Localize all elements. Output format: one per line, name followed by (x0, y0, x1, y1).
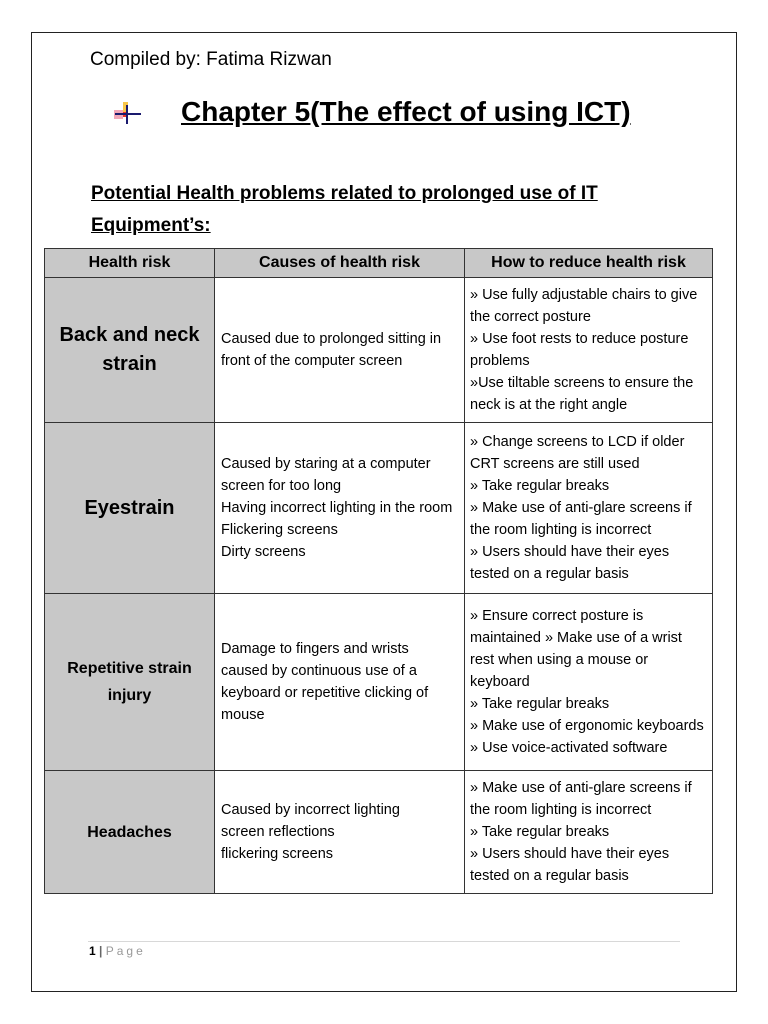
cause-line: flickering screens (221, 846, 334, 862)
reduce-cell (465, 594, 713, 771)
causes-cell (215, 771, 465, 894)
cause-line: Caused by incorrect lighting (221, 802, 400, 818)
reduce-line: » Take regular breaks (470, 824, 610, 840)
reduce-line: » Users should have their eyes tested on a regular basis (470, 544, 670, 582)
reduce-line: » Use fully adjustable chairs to give the correct posture (470, 287, 698, 325)
footer-separator: | (99, 944, 103, 958)
reduce-line: » Make use of ergonomic keyboards » Use voice-activated software (470, 718, 704, 756)
reduce-cell (465, 771, 713, 894)
section-subtitle: Potential Health problems related to prolonged use of IT Equipment’s: (91, 183, 598, 236)
cause-line: Dirty screens (221, 544, 306, 560)
chapter-title: Chapter 5(The effect of using ICT) (181, 96, 631, 127)
reduce-line: » Take regular breaks (470, 478, 610, 494)
reduce-line: » Make use of anti-glare screens if the room lighting is incorrect (470, 780, 692, 818)
risk-cell: Headaches (45, 771, 215, 894)
risk-cell: Repetitive strain injury (45, 594, 215, 771)
cause-line: Having incorrect lighting in the room Flickering screens (221, 500, 453, 538)
compiled-by: Compiled by: Fatima Rizwan (90, 49, 332, 70)
table-row (45, 278, 713, 423)
table-row (45, 423, 713, 594)
table-row (45, 594, 713, 771)
cause-line: screen reflections (221, 824, 335, 840)
cause-line: Caused by staring at a computer screen for too long (221, 456, 431, 494)
column-header: Causes of health risk (215, 249, 465, 278)
causes-cell (215, 423, 465, 594)
risk-cell: Eyestrain (45, 423, 215, 594)
page-label: Page (105, 944, 146, 958)
column-header: Health risk (45, 249, 215, 278)
reduce-line: » Use foot rests to reduce posture problems (470, 331, 689, 369)
risk-cell: Back and neck strain (45, 278, 215, 423)
reduce-cell (465, 278, 713, 423)
page-footer (89, 944, 146, 958)
footer-divider (88, 941, 680, 942)
page-number: 1 (89, 944, 96, 958)
cross-bullet-icon (112, 100, 142, 126)
reduce-line: » Take regular breaks (470, 696, 610, 712)
reduce-line: » Change screens to LCD if older CRT screens are still used (470, 434, 685, 472)
health-risk-table (44, 248, 713, 894)
reduce-line: » Make use of anti-glare screens if the room lighting is incorrect (470, 500, 692, 538)
table-row (45, 771, 713, 894)
column-header: How to reduce health risk (465, 249, 713, 278)
cause-line: Damage to fingers and wrists caused by continuous use of a keyboard or repetitive clicking of mouse (221, 641, 429, 723)
table-header-row (45, 249, 713, 278)
causes-cell (215, 278, 465, 423)
cause-line: Caused due to prolonged sitting in front of the computer screen (221, 331, 442, 369)
reduce-line: »Use tiltable screens to ensure the neck is at the right angle (470, 375, 694, 413)
causes-cell (215, 594, 465, 771)
reduce-cell (465, 423, 713, 594)
reduce-line: » Ensure correct posture is maintained » Make use of a wrist rest when using a mouse or keyboard (470, 608, 682, 690)
reduce-line: » Users should have their eyes tested on a regular basis (470, 846, 670, 884)
